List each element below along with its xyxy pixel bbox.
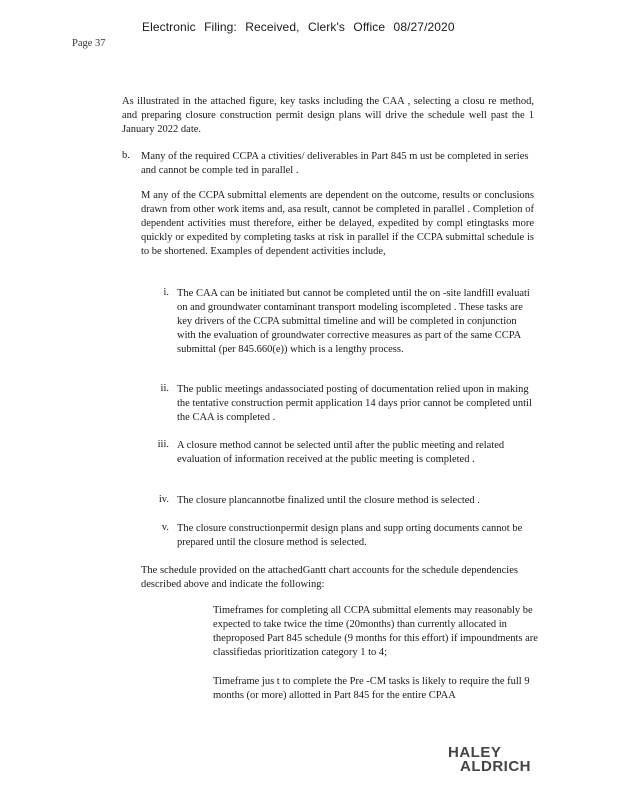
list-label-b: b.: [122, 150, 130, 161]
logo-line-2: ALDRICH: [460, 758, 531, 775]
logo-line-1: HALEY: [448, 744, 502, 761]
haley-aldrich-logo: [448, 746, 531, 774]
page-number: Page 37: [72, 38, 106, 49]
bullet-item-precm: Timeframe jus t to complete the Pre -CM tasks is likely to require the full 9 months (or more) allotted in Part 845 for the entire CPAA: [213, 676, 530, 701]
item-text-iii: A closure method cannot be selected until after the public meeting and related evaluation of information received at the public meeting is completed .: [177, 440, 505, 465]
item-numeral-v: v.: [161, 522, 169, 533]
item-numeral-ii: ii.: [160, 383, 169, 394]
item-numeral-iii: iii.: [157, 439, 169, 450]
item-text-iv: The closure plancannotbe finalized until the closure method is selected .: [177, 495, 480, 506]
dependencies-paragraph: M any of the CCPA submittal elements are dependent on the outcome, results or conclusions drawn from other work items and, asa result, cannot be completed in parallel . Completion of dependent activities must therefore, either be delayed, expedited by compl etingtasks more quickly or expedited by completing tasks at risk in parallel if the CCPA submittal schedule is to be shortened. Examples of dependent activities include,: [141, 190, 534, 257]
schedule-paragraph: The schedule provided on the attachedGantt chart accounts for the schedule dependencies described above and indicate the following:: [141, 565, 518, 590]
intro-paragraph: As illustrated in the attached figure, key tasks including the CAA , selecting a closu re method, and preparing closure construction permit design plans will drive the schedule well past the 1 January 2022 date.: [122, 96, 534, 135]
item-text-ii: The public meetings andassociated posting of documentation relied upon in making the tentative construction permit application 14 days prior cannot be completed until the CAA is completed .: [177, 384, 532, 423]
item-numeral-iv: iv.: [158, 494, 169, 505]
item-text-i: The CAA can be initiated but cannot be completed until the on -site landfill evaluati on and groundwater contaminant transport modeling iscompleted . These tasks are key drivers of the CCPA submittal timeline and will be completed in conjunction with the evaluation of groundwater corrective measures as part of the same CCPA submittal (per 845.660(e)) which is a lengthy process.: [177, 288, 530, 355]
filing-header: Electronic Filing: Received, Clerk's Office 08/27/2020: [142, 20, 455, 34]
item-text-v: The closure constructionpermit design plans and supp orting documents cannot be prepared until the closure method is selected.: [177, 523, 523, 548]
bullet-item-timeframes: Timeframes for completing all CCPA submittal elements may reasonably be expected to take twice the time (20months) than currently allocated in theproposed Part 845 schedule (9 months for this effort) if impoundments are classifiedas prioritization category 1 to 4;: [213, 605, 538, 658]
item-numeral-i: i.: [163, 287, 169, 298]
paragraph-b: Many of the required CCPA a ctivities/ deliverables in Part 845 m ust be completed in series and cannot be comple ted in parallel .: [141, 151, 529, 176]
